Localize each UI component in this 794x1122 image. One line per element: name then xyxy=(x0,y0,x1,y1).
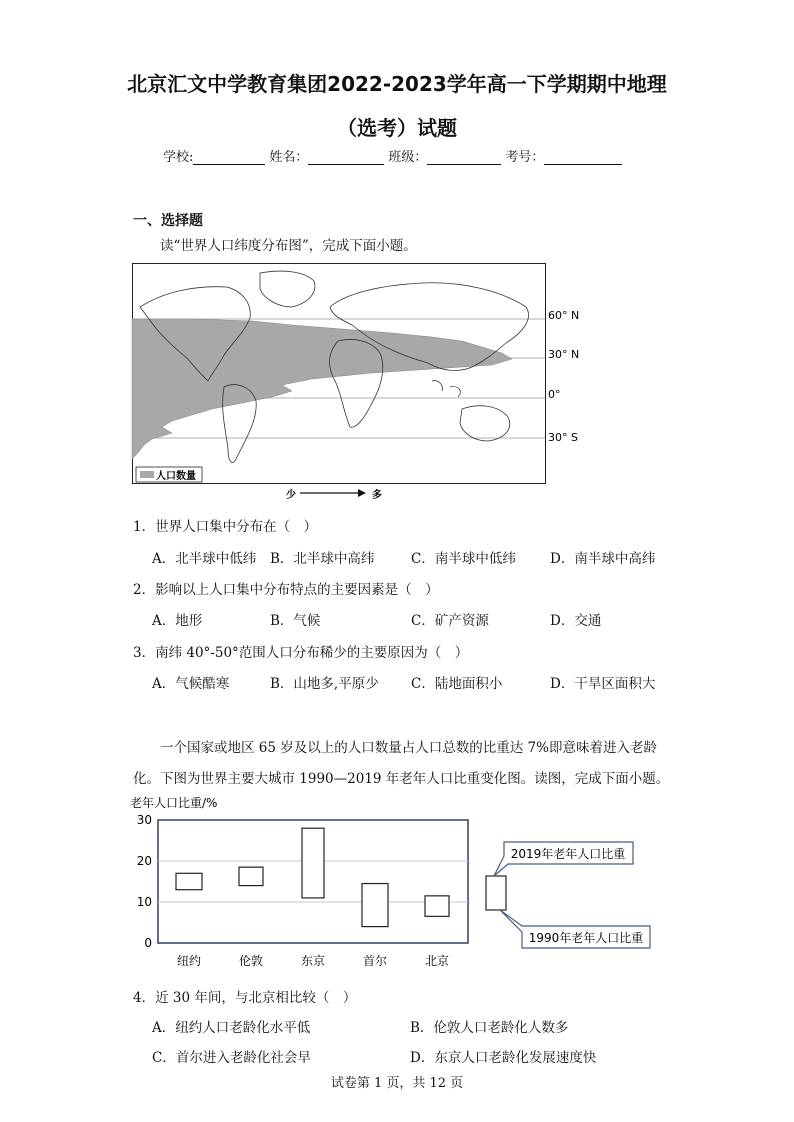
lat-label-60n: 60° N xyxy=(548,309,580,322)
x-tick-label-2: 东京 xyxy=(300,954,326,968)
page-footer: 试卷第 1 页，共 12 页 xyxy=(330,1076,464,1091)
lat-label-0: 0° xyxy=(548,388,561,401)
question-2-option-a[interactable]: A．地形 xyxy=(152,613,203,629)
scale-arrow-head xyxy=(358,489,366,497)
question-1-option-b[interactable]: B．北半球中高纬 xyxy=(270,551,375,567)
question-3-stem: 3．南纬 40°-50°范围人口分布稀少的主要原因为（ ） xyxy=(133,645,469,661)
student-info-row xyxy=(163,146,626,165)
number-label: 考号： xyxy=(505,150,545,165)
class-blank[interactable] xyxy=(427,150,501,165)
scale-low-label: 少 xyxy=(286,490,296,501)
exam-subtitle: （选考）试题 xyxy=(337,116,457,140)
lat-label-30s: 30° S xyxy=(548,431,578,444)
intro-text-2-line2: 化。下图为世界主要大城市 1990—2019 年老年人口比重变化图。读图，完成下面小题。 xyxy=(133,771,670,787)
scale-high-label: 多 xyxy=(372,490,382,501)
question-2-option-b[interactable]: B．气候 xyxy=(270,613,321,629)
class-label: 班级： xyxy=(388,150,428,165)
section-heading: 一、选择题 xyxy=(133,213,203,229)
question-3-option-a[interactable]: A．气候酷寒 xyxy=(152,676,230,692)
legend-swatch xyxy=(140,471,154,478)
exam-title: 北京汇文中学教育集团2022-2023学年高一下学期期中地理 xyxy=(127,72,667,96)
question-1-option-a[interactable]: A．北半球中低纬 xyxy=(152,551,257,567)
question-4-option-b[interactable]: B．伦敦人口老龄化人数多 xyxy=(410,1020,569,1036)
y-tick-label-10: 10 xyxy=(136,895,152,909)
question-2-stem: 2．影响以上人口集中分布特点的主要因素是（ ） xyxy=(133,582,439,598)
legend-label-1990: 1990年老年人口比重 xyxy=(528,931,644,945)
question-4-option-d[interactable]: D．东京人口老龄化发展速度快 xyxy=(410,1050,597,1066)
y-tick-label-20: 20 xyxy=(136,854,152,868)
question-4-stem: 4．近 30 年间，与北京相比较（ ） xyxy=(133,990,357,1006)
question-2-option-c[interactable]: C．矿产资源 xyxy=(411,613,489,629)
question-1-stem: 1．世界人口集中分布在（ ） xyxy=(133,519,318,535)
legend-label-2019: 2019年老年人口比重 xyxy=(510,847,626,861)
question-4-option-a[interactable]: A．纽约人口老龄化水平低 xyxy=(152,1020,311,1036)
range-bar-1 xyxy=(239,867,263,885)
school-blank[interactable] xyxy=(193,150,265,165)
intro-text-1: 读“世界人口纬度分布图”，完成下面小题。 xyxy=(160,238,417,254)
name-label: 姓名： xyxy=(269,150,309,165)
population-latitude-map xyxy=(132,263,580,503)
range-bar-0 xyxy=(176,873,202,889)
population-scale xyxy=(286,486,386,502)
question-4-option-c[interactable]: C．首尔进入老龄化社会早 xyxy=(152,1050,311,1066)
aging-chart xyxy=(128,792,668,972)
y-tick-label-0: 0 xyxy=(144,936,152,950)
question-1-option-c[interactable]: C．南半球中低纬 xyxy=(411,551,516,567)
question-3-option-d[interactable]: D．干旱区面积大 xyxy=(550,676,656,692)
range-bar-3 xyxy=(362,884,388,927)
range-bar-2 xyxy=(302,828,324,898)
question-2-option-d[interactable]: D．交通 xyxy=(550,613,602,629)
chart-ylabel: 老年人口比重/% xyxy=(130,796,218,810)
x-tick-label-0: 纽约 xyxy=(176,954,202,968)
question-3-option-b[interactable]: B．山地多,平原少 xyxy=(270,676,379,692)
legend-label: 人口数量 xyxy=(156,471,196,482)
question-3-option-c[interactable]: C．陆地面积小 xyxy=(411,676,503,692)
lat-label-30n: 30° N xyxy=(548,348,580,361)
x-tick-label-3: 首尔 xyxy=(362,954,388,968)
range-bar-4 xyxy=(425,896,449,917)
legend-key-bar xyxy=(486,876,506,910)
x-tick-label-4: 北京 xyxy=(424,954,450,968)
intro-text-2-line1: 一个国家或地区 65 岁及以上的人口数量占人口总数的比重达 7%即意味着进入老龄 xyxy=(160,740,657,756)
chart-plot xyxy=(137,813,650,968)
question-1-option-d[interactable]: D．南半球中高纬 xyxy=(550,551,656,567)
name-blank[interactable] xyxy=(308,150,384,165)
school-label: 学校: xyxy=(163,150,194,165)
x-tick-label-1: 伦敦 xyxy=(238,954,264,968)
y-tick-label-30: 30 xyxy=(136,813,152,827)
number-blank[interactable] xyxy=(544,150,622,165)
